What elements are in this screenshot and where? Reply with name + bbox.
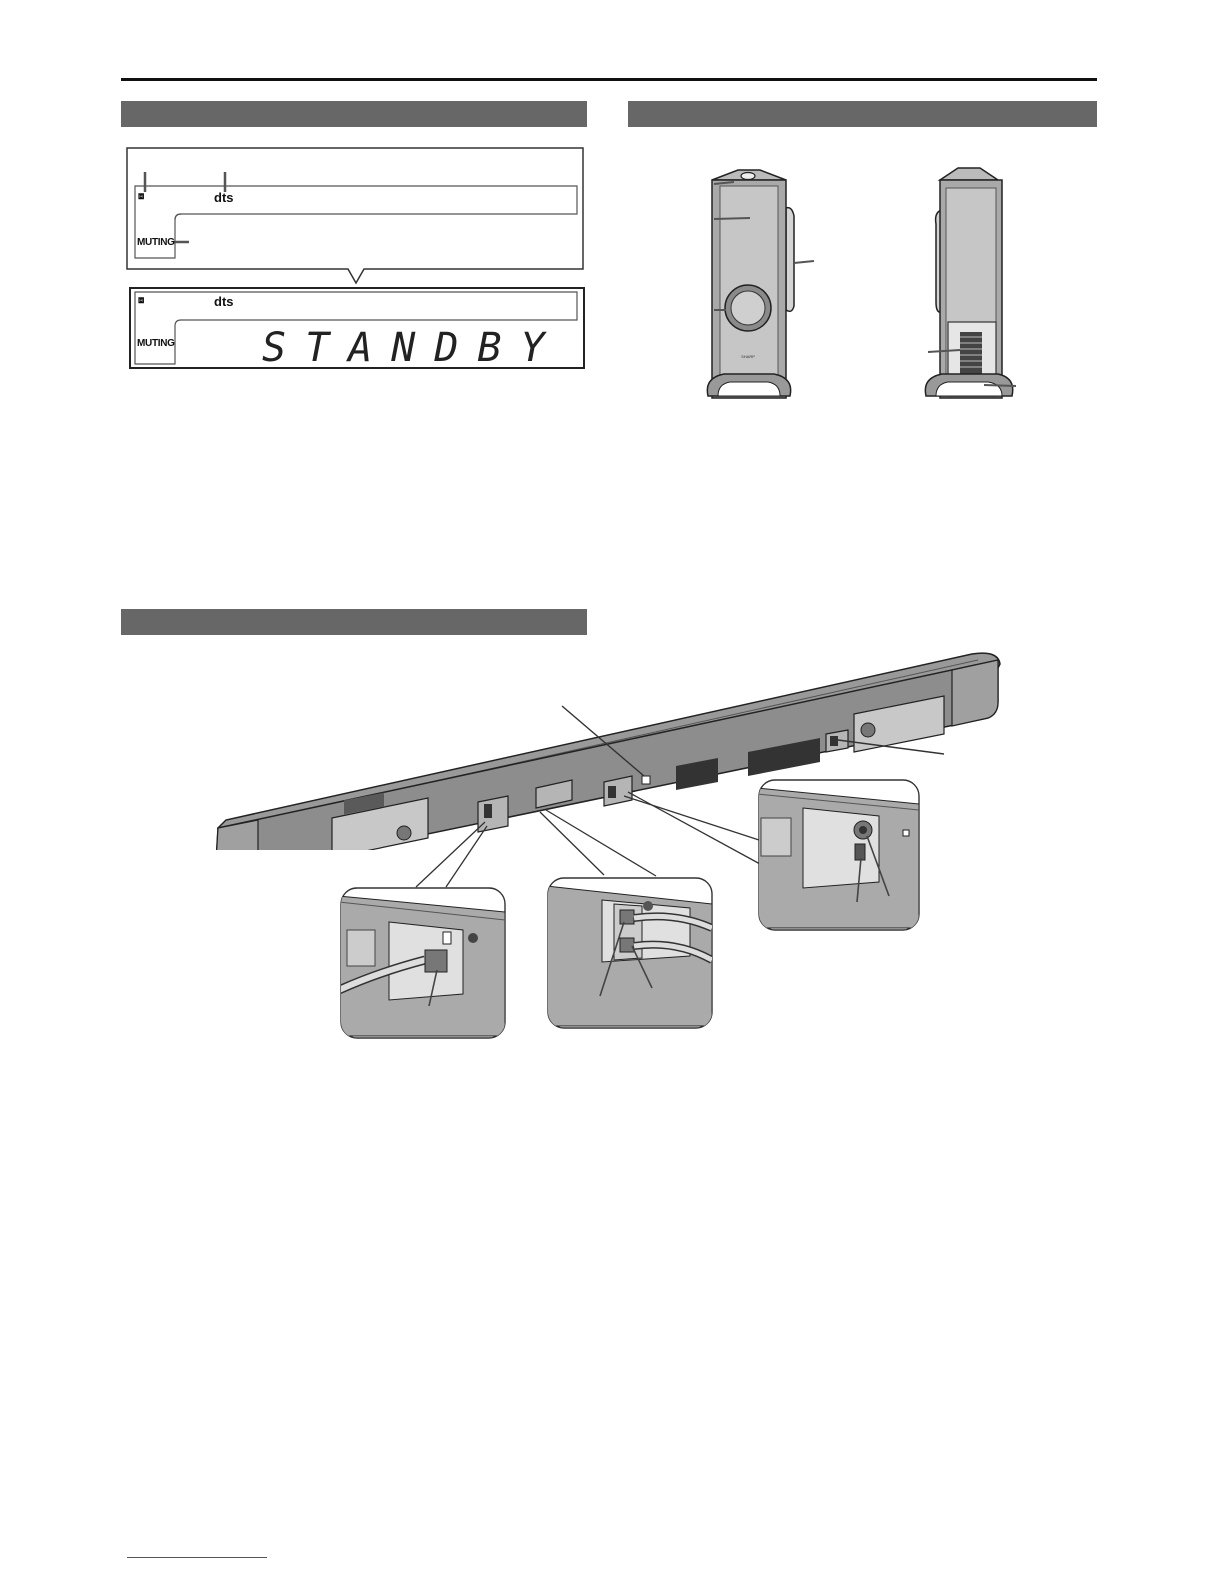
muting-indicator-display: MUTING <box>137 338 175 349</box>
zoom-speaker-terminals <box>546 876 716 1032</box>
terminal-icon-2 <box>620 938 634 952</box>
dolby-indicator-display: ⧈ <box>138 295 145 306</box>
terminal-icon <box>620 910 634 924</box>
muting-indicator: MUTING <box>137 237 175 248</box>
zoom-power-input <box>757 778 923 934</box>
zoom-optical-input <box>339 886 509 1042</box>
bottom-link-underline <box>127 1557 267 1558</box>
dts-indicator-display: dts <box>214 294 234 309</box>
dts-indicator: dts <box>214 190 234 205</box>
optical-plug-icon <box>425 950 447 972</box>
standby-readout: STANDBY <box>262 325 564 371</box>
dolby-indicator: ⧈ <box>138 191 145 202</box>
subwoofer-brand: SHARP <box>741 354 755 359</box>
